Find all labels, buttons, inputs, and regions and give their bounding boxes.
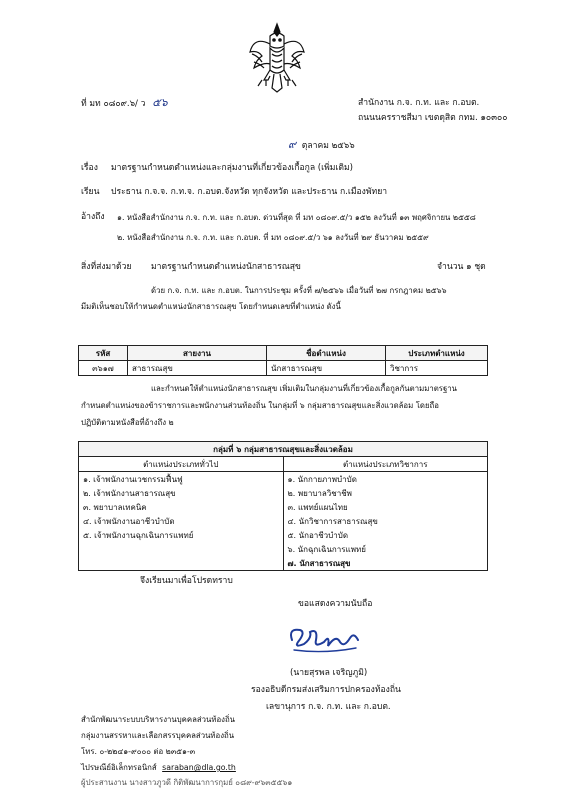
enclosure-count: จำนวน ๑ ชุด [437, 262, 486, 272]
to-label: เรียน [81, 187, 100, 197]
footer-email-label: ไปรษณีย์อิเล็กทรอนิกส์ [81, 763, 157, 772]
group-6-title: กลุ่มที่ ๖ กลุ่มสาธารณสุขและสิ่งแวดล้อม [79, 442, 488, 457]
paragraph-1-line-2: มีมติเห็นชอบให้กำหนดตำแหน่งนักสาธารณสุข โดยกำหนดเลขที่ตำแหน่ง ดังนี้ [81, 302, 341, 311]
group-6-table [78, 441, 488, 571]
column-academic: ตำแหน่งประเภทวิชาการ [283, 457, 488, 472]
footer-group: กลุ่มงานสรรหาและเลือกสรรบุคคลส่วนท้องถิ่น [81, 731, 235, 740]
paragraph-2-line-2: กำหนดตำแหน่งของข้าราชการและพนักงานส่วนท้องถิ่น ในกลุ่มที่ ๖ กลุ่มสาธารณสุขและสิ่งแวดล้อม โดยถือ [81, 401, 439, 410]
subject-text: มาตรฐานกำหนดตำแหน่งและกลุ่มงานที่เกี่ยวข้องเกื้อกูล (เพิ่มเติม) [111, 163, 353, 173]
reference-label: อ้างถึง [81, 212, 105, 222]
cell-line: สาธารณสุข [128, 361, 267, 376]
table-header-line: สายงาน [128, 346, 267, 361]
academic-position: ๓. แพทย์แผนไทย [283, 500, 488, 514]
regards-text: ขอแสดงความนับถือ [298, 599, 373, 609]
to-text: ประธาน ก.จ.จ. ก.ท.จ. ก.อบต.จังหวัด ทุกจังหวัด และประธาน ก.เมืองพัทยา [111, 187, 388, 197]
general-position [79, 556, 284, 571]
academic-position-new: ๗. นักสาธารณสุข [283, 556, 488, 571]
reference-item-2: ๒. หนังสือสำนักงาน ก.จ. ก.ท. และ ก.อบต. ที่ มท ๐๘๐๙.๕/ว ๖๑ ลงวันที่ ๒๙ ธันวาคม ๒๕๕๙ [117, 233, 429, 242]
closing-text: จึงเรียนมาเพื่อโปรดทราบ [140, 576, 233, 586]
paragraph-2-line-3: ปฏิบัติตามหนังสือที่อ้างถึง ๒ [81, 418, 174, 427]
subject-label: เรื่อง [81, 163, 98, 173]
academic-position: ๑. นักกายภาพบำบัด [283, 472, 488, 487]
column-general: ตำแหน่งประเภททั่วไป [79, 457, 284, 472]
cell-position: นักสาธารณสุข [267, 361, 386, 376]
signer-name: (นายสุรพล เจริญภูมิ) [290, 668, 368, 678]
cell-code: ๓๖๑๗ [79, 361, 128, 376]
footer-division: สำนักพัฒนาระบบบริหารงานบุคคลส่วนท้องถิ่น [81, 715, 236, 724]
footer-email-link[interactable]: saraban@dla.go.th [162, 763, 236, 772]
paragraph-2-line-1: และกำหนดให้ตำแหน่งนักสาธารณสุข เพิ่มเติมในกลุ่มงานที่เกี่ยวข้องเกื้อกูลกันตามมาตรฐาน [151, 384, 457, 393]
enclosure-text: มาตรฐานกำหนดตำแหน่งนักสาธารณสุข [151, 262, 301, 272]
reference-number-handwritten: ๕๖ [152, 96, 168, 109]
general-position: ๔. เจ้าพนักงานอาชีวบำบัด [79, 514, 284, 528]
table-header-code: รหัส [79, 346, 128, 361]
table-header-position: ชื่อตำแหน่ง [267, 346, 386, 361]
enclosure-label: สิ่งที่ส่งมาด้วย [81, 262, 132, 272]
general-position: ๒. เจ้าพนักงานสาธารณสุข [79, 486, 284, 500]
general-position: ๑. เจ้าพนักงานเวชกรรมฟื้นฟู [79, 472, 284, 487]
academic-position: ๒. พยาบาลวิชาชีพ [283, 486, 488, 500]
signature-icon [284, 620, 364, 656]
signer-position-1: รองอธิบดีกรมส่งเสริมการปกครองท้องถิ่น [251, 685, 401, 695]
position-table [78, 345, 488, 376]
garuda-emblem-icon [248, 22, 306, 94]
office-name: สำนักงาน ก.จ. ก.ท. และ ก.อบต. [358, 98, 480, 108]
academic-position: ๔. นักวิชาการสาธารณสุข [283, 514, 488, 528]
general-position: ๓. พยาบาลเทคนิค [79, 500, 284, 514]
reference-number: ที่ มท ๐๘๐๙.๖/ ว [81, 99, 146, 109]
office-address: ถนนนครราชสีมา เขตดุสิต กทม. ๑๐๓๐๐ [358, 113, 508, 123]
reference-item-1: ๑. หนังสือสำนักงาน ก.จ. ก.ท. และ ก.อบต. ด่วนที่สุด ที่ มท ๐๘๐๙.๕/ว ๑๕๒ ลงวันที่ ๑๓ พฤศจิกายน ๒๕๕๘ [117, 213, 476, 222]
date-day-handwritten: ๙ [288, 138, 297, 151]
document-date: ตุลาคม ๒๕๖๖ [301, 141, 355, 151]
footer-coordinator: ผู้ประสานงาน นางสาวภูวดี กิติพัฒนาการกุมย์ ๐๘๙-๙๖๓๕๕๖๑ [81, 778, 293, 787]
footer-phone: โทร. ๐-๒๒๔๑-๙๐๐๐ ต่อ ๒๓๕๑-๓ [81, 747, 196, 756]
table-header-type: ประเภทตำแหน่ง [386, 346, 488, 361]
table-row [79, 361, 488, 376]
academic-position: ๕. นักอาชีวบำบัด [283, 528, 488, 542]
general-position [79, 542, 284, 556]
general-position: ๕. เจ้าพนักงานฉุกเฉินการแพทย์ [79, 528, 284, 542]
paragraph-1-line-1: ด้วย ก.จ. ก.ท. และ ก.อบต. ในการประชุม ครั้งที่ ๗/๒๕๖๖ เมื่อวันที่ ๒๗ กรกฎาคม ๒๕๖๖ [151, 286, 447, 295]
cell-type: วิชาการ [386, 361, 488, 376]
academic-position: ๖. นักฉุกเฉินการแพทย์ [283, 542, 488, 556]
signer-position-2: เลขานุการ ก.จ. ก.ท. และ ก.อบต. [266, 702, 391, 712]
